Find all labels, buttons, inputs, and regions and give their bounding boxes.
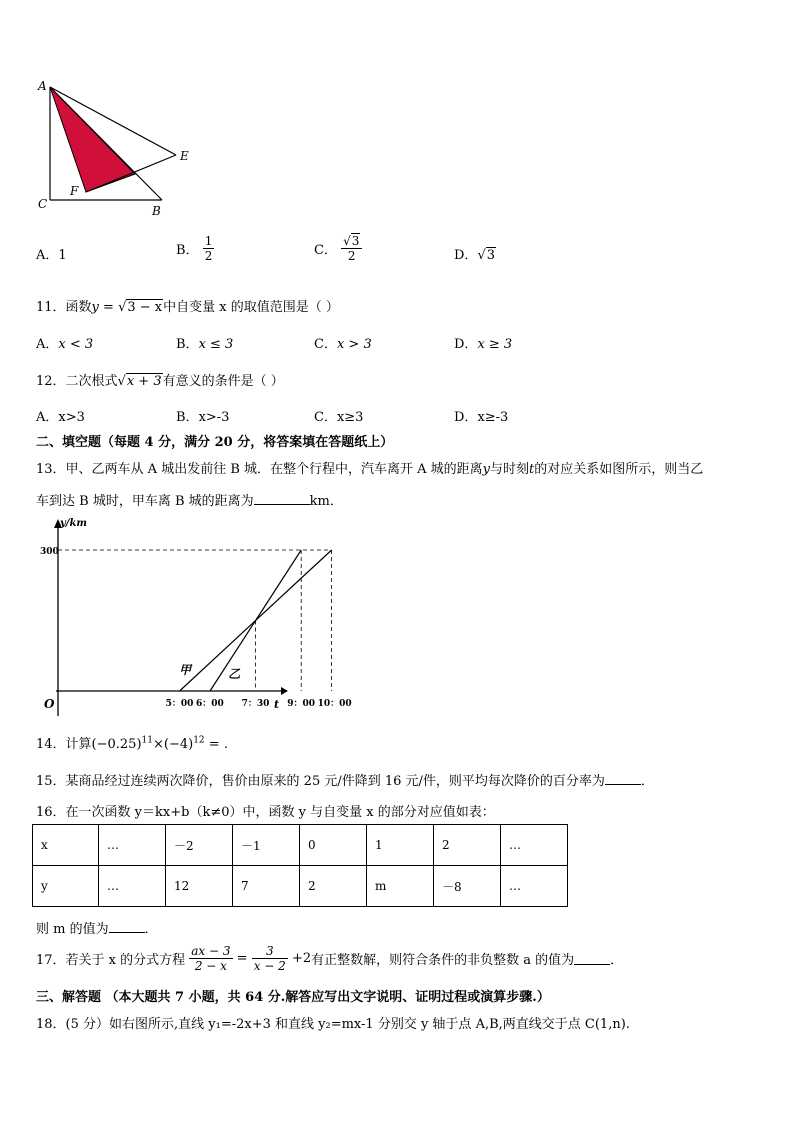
series-annotation: 乙 (228, 667, 241, 681)
q13-line2: 车到达 B 城时，甲车离 B 城的距离为 km． (36, 494, 343, 509)
q17-stem: 17．若关于 x 的分式方程 $\frac{ax - 3}{2 - x}$ = $\frac{3}{x - 2}$ +2有正整数解，则符合条件的非负整数 a 的值为 ． (36, 944, 624, 973)
table-row (33, 825, 568, 866)
q11-option-b[interactable]: B．x ≤ 3 (176, 337, 234, 352)
triangle-figure (30, 76, 205, 224)
fraction: $\frac{1}{2}$ (204, 234, 213, 263)
fraction: $\frac{√3}{2}$ (341, 234, 362, 263)
distance-time-chart (36, 516, 352, 716)
table-cell: 2 (300, 866, 367, 907)
x-tick-label: 5：00 (165, 699, 194, 709)
table-cell: … (99, 825, 166, 866)
q16-answer-line: 则 m 的值为 ． (36, 922, 158, 937)
q10-option-a[interactable]: A．1 (36, 248, 67, 263)
table-cell: … (501, 866, 568, 907)
value-table (32, 824, 568, 907)
table-row (33, 866, 568, 907)
q11-option-d[interactable]: D．x ≥ 3 (454, 337, 513, 352)
q11-option-a[interactable]: A．x < 3 (36, 337, 94, 352)
x-tick-label: 7：30 (241, 699, 270, 709)
section3-title: 三、解答题 （本大题共 7 小题，共 64 分.解答应写出文字说明、证明过程或演算步骤.） (36, 990, 550, 1005)
table-cell: … (99, 866, 166, 907)
table-cell: －2 (166, 825, 233, 866)
fraction: $\frac{ax - 3}{2 - x}$ (191, 944, 231, 973)
label-C: C (38, 197, 48, 211)
q10-option-d[interactable]: D．√3 (454, 248, 496, 263)
x-tick-label: 6：00 (196, 699, 224, 709)
q11-stem: 11．函数y = √3 − x中自变量 x 的取值范围是（ ） (36, 300, 339, 315)
table-cell: 12 (166, 866, 233, 907)
q12-option-d[interactable]: D．x≥-3 (454, 410, 509, 425)
answer-blank[interactable] (109, 920, 145, 933)
q11-option-c[interactable]: C．x > 3 (314, 337, 372, 352)
q18-stem: 18．(5 分）如右图所示,直线 y₁=-2x+3 和直线 y₂=mx-1 分别交 y 轴于点 A,B,两直线交于点 C(1,n). (36, 1017, 630, 1032)
series-annotation: 甲 (179, 663, 192, 677)
x-tick-label: 9：00 (287, 699, 315, 709)
table-cell: 1 (367, 825, 434, 866)
q12-option-b[interactable]: B．x>-3 (176, 410, 230, 425)
y-tick-label: 300 (40, 547, 59, 557)
table-cell: 0 (300, 825, 367, 866)
answer-blank[interactable] (574, 952, 610, 965)
q16-stem: 16．在一次函数 y＝kx+b（k≠0）中，函数 y 与自变量 x 的部分对应值如表： (36, 805, 495, 820)
q14-stem: 14．计算$(-0.25)^{11}\times(-4)^{12}$ = . (36, 735, 228, 752)
table-cell: －1 (233, 825, 300, 866)
q15-stem: 15．某商品经过连续两次降价，售价由原来的 25 元/件降到 16 元/件，则平均每次降价的百分率为 ． (36, 774, 654, 789)
x-axis-arrow (281, 687, 288, 695)
x-tick-label: 10：00 (317, 699, 352, 709)
q10-option-b[interactable]: B． $\frac{1}{2}$ (176, 234, 213, 263)
label-F: F (70, 184, 79, 198)
origin-label: O (44, 697, 55, 711)
fraction: $\frac{3}{x - 2}$ (253, 944, 286, 973)
section2-title: 二、填空题（每题 4 分，满分 20 分，将答案填在答题纸上） (36, 435, 394, 450)
label-E: E (180, 149, 189, 163)
y-axis-label: y/km (60, 518, 87, 529)
table-cell: x (33, 825, 99, 866)
q10-option-c[interactable]: C． $\frac{√3}{2}$ (314, 234, 362, 263)
table-cell: m (367, 866, 434, 907)
x-axis-label: t (274, 698, 280, 711)
answer-blank[interactable] (254, 492, 310, 505)
q12-option-a[interactable]: A．x>3 (36, 410, 85, 425)
table-cell: 2 (434, 825, 501, 866)
answer-blank[interactable] (605, 772, 641, 785)
label-B: B (152, 204, 161, 218)
q13-line1: 13．甲、乙两车从 A 城出发前往 B 城．在整个行程中，汽车离开 A 城的距离y与时刻t的对应关系如图所示，则当乙 (36, 462, 704, 477)
table-cell: … (501, 825, 568, 866)
table-cell: y (33, 866, 99, 907)
q12-stem: 12．二次根式√x + 3有意义的条件是（ ） (36, 374, 284, 389)
table-cell: －8 (434, 866, 501, 907)
label-A: A (38, 79, 47, 93)
q12-option-c[interactable]: C．x≥3 (314, 410, 364, 425)
shaded-triangle (50, 87, 135, 192)
table-cell: 7 (233, 866, 300, 907)
